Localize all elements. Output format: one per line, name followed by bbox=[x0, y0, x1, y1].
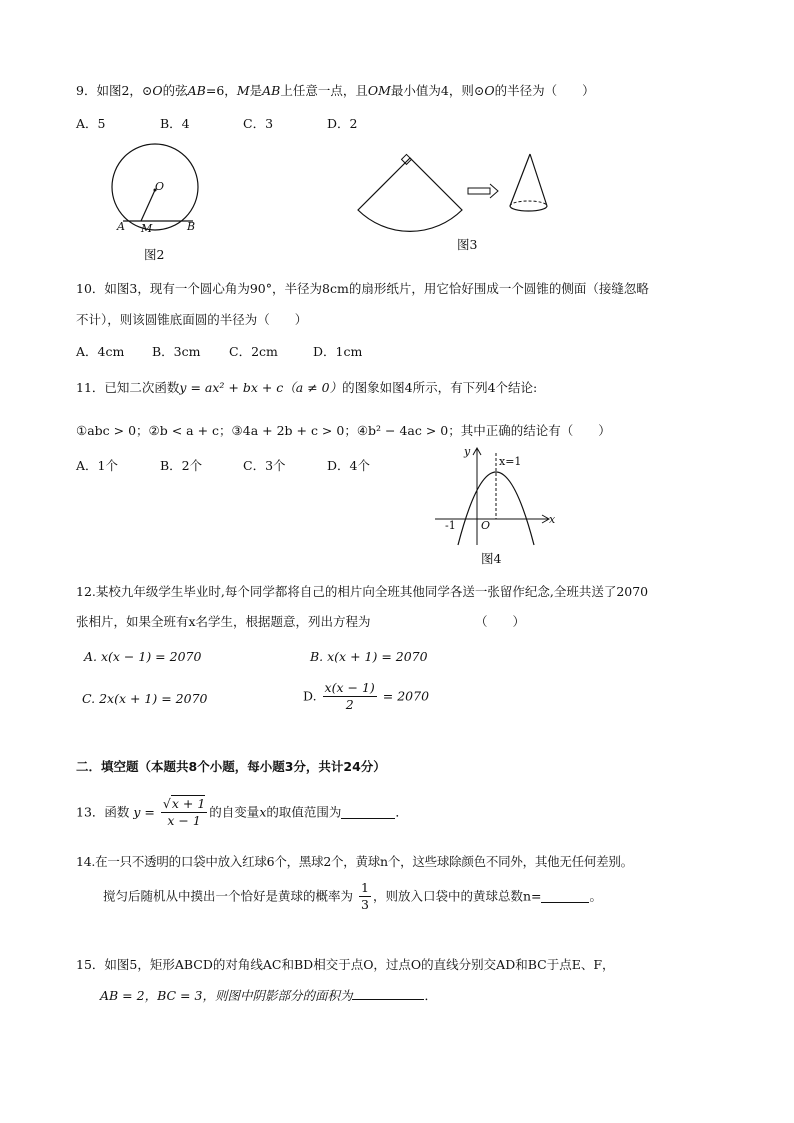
q13-text: 的自变量 bbox=[209, 804, 260, 820]
q9-text: 9．如图2，⊙ bbox=[76, 83, 153, 98]
q13-var: x bbox=[259, 804, 267, 820]
q11-stem bbox=[76, 379, 537, 397]
q15-text: AB = 2，BC = 3，则图中阴影部分的面积为 bbox=[100, 988, 353, 1003]
q10-stem-1: 10．如图3，现有一个圆心角为90°，半径为8cm的扇形纸片，用它恰好围成一个圆锥的侧面（接缝忽略 bbox=[76, 281, 649, 296]
q14-stem-1: 14.在一只不透明的口袋中放入红球6个，黑球2个，黄球n个，这些球除颜色不同外，其他无任何差别。 bbox=[76, 854, 633, 869]
fig4-label-minus1: -1 bbox=[445, 519, 456, 532]
q12-option-b[interactable]: B. x(x + 1) = 2070 bbox=[310, 649, 428, 664]
q9-var: O bbox=[484, 83, 495, 98]
q15-stem-1: 15．如图5，矩形ABCD的对角线AC和BD相交于点O，过点O的直线分别交AD和BC于点E、F， bbox=[76, 957, 615, 972]
q9-text: 最小值为4，则⊙ bbox=[390, 83, 485, 98]
q12-answer-paren: （ ） bbox=[475, 614, 526, 629]
q9-text: 是 bbox=[249, 83, 263, 98]
figure-3-sector-cone bbox=[355, 150, 555, 235]
q13-answer-blank[interactable] bbox=[341, 806, 395, 819]
q13-y: y = bbox=[133, 804, 155, 820]
q13-end: ． bbox=[395, 804, 408, 820]
q14-end: 。 bbox=[589, 888, 602, 904]
q14-text: ，则放入口袋中的黄球总数n= bbox=[372, 888, 542, 904]
fig4-label-origin: O bbox=[481, 519, 491, 532]
q11-option-c[interactable]: C．3个 bbox=[243, 458, 286, 473]
fig4-label-y: y bbox=[464, 445, 471, 458]
q9-text: 的弦 bbox=[162, 83, 188, 98]
q13-stem bbox=[76, 796, 408, 829]
q9-var: OM bbox=[367, 83, 391, 98]
figure-4-parabola bbox=[430, 445, 560, 550]
fig4-label-x: x bbox=[549, 513, 556, 526]
fig4-caption: 图4 bbox=[481, 551, 502, 566]
q11-text: 11．已知二次函数 bbox=[76, 380, 180, 395]
q15-stem-2 bbox=[100, 987, 437, 1005]
q12-stem-1: 12.某校九年级学生毕业时,每个同学都将自己的相片向全班其他同学各送一张留作纪念,全班共送了2070 bbox=[76, 584, 649, 599]
q14-stem-2 bbox=[103, 880, 602, 913]
q12-option-c[interactable]: C. 2x(x + 1) = 2070 bbox=[82, 691, 208, 706]
q9-var: AB bbox=[262, 83, 281, 98]
q13-text: 的取值范围为 bbox=[266, 804, 342, 820]
q9-stem bbox=[76, 82, 595, 100]
q12-option-a[interactable]: A. x(x − 1) = 2070 bbox=[84, 649, 202, 664]
q11-function: y = ax² + bx + c bbox=[179, 380, 284, 395]
q14-fraction bbox=[359, 880, 371, 913]
q9-option-d[interactable]: D．2 bbox=[327, 116, 358, 131]
q9-text: 的半径为（ ） bbox=[494, 83, 595, 98]
fig3-caption: 图3 bbox=[457, 237, 478, 252]
q9-var: O bbox=[152, 83, 163, 98]
fig2-label-b: B bbox=[187, 220, 196, 233]
fraction-denominator: 2 bbox=[345, 697, 354, 712]
q11-option-d[interactable]: D．4个 bbox=[327, 458, 370, 473]
q10-option-a[interactable]: A．4cm bbox=[76, 344, 125, 359]
q12-stem-2: 张相片，如果全班有x名学生，根据题意，列出方程为 bbox=[76, 614, 371, 629]
q13-text: 13．函数 bbox=[76, 804, 130, 820]
fig2-label-m: M bbox=[141, 222, 153, 235]
fraction-numerator: 1 bbox=[361, 880, 369, 895]
q12-d-rhs: = 2070 bbox=[382, 688, 430, 704]
q9-text: 上任意一点，且 bbox=[280, 83, 368, 98]
fraction-numerator: √x + 1 bbox=[162, 796, 206, 811]
q11-option-a[interactable]: A．1个 bbox=[76, 458, 118, 473]
fraction-numerator: x(x − 1) bbox=[324, 680, 375, 695]
fig2-label-a: A bbox=[117, 220, 125, 233]
q12-option-d[interactable] bbox=[303, 680, 429, 713]
q11-option-b[interactable]: B．2个 bbox=[160, 458, 203, 473]
q9-option-a[interactable]: A．5 bbox=[76, 116, 106, 131]
q10-option-d[interactable]: D．1cm bbox=[313, 344, 363, 359]
fig2-caption: 图2 bbox=[144, 247, 165, 262]
q11-text: 的图象如图4所示，有下列4个结论: bbox=[342, 380, 538, 395]
q10-stem-2: 不计），则该圆锥底面圆的半径为（ ） bbox=[76, 312, 308, 327]
fig2-label-o: O bbox=[155, 180, 165, 193]
sqrt-radicand: x + 1 bbox=[171, 796, 206, 811]
fig4-label-axis: x=1 bbox=[499, 455, 522, 468]
q12-d-prefix: D. bbox=[303, 688, 317, 704]
q15-end: ． bbox=[424, 988, 437, 1003]
q9-var: M bbox=[236, 83, 250, 98]
q9-var: AB bbox=[187, 83, 206, 98]
q10-option-c[interactable]: C．2cm bbox=[229, 344, 278, 359]
q15-answer-blank[interactable] bbox=[352, 987, 424, 1000]
q14-answer-blank[interactable] bbox=[541, 890, 589, 903]
q12-d-fraction bbox=[323, 680, 377, 713]
q14-text: 搅匀后随机从中摸出一个恰好是黄球的概率为 bbox=[103, 888, 354, 904]
fraction-denominator: x − 1 bbox=[167, 813, 201, 828]
fraction-denominator: 3 bbox=[361, 897, 369, 912]
q9-option-c[interactable]: C．3 bbox=[243, 116, 274, 131]
q10-option-b[interactable]: B．3cm bbox=[152, 344, 201, 359]
q9-option-b[interactable]: B．4 bbox=[160, 116, 190, 131]
q13-fraction bbox=[161, 796, 207, 829]
section-2-title: 二．填空题（本题共8个小题，每小题3分，共计24分） bbox=[76, 759, 386, 774]
q9-text: =6， bbox=[205, 83, 237, 98]
q11-statements: ①abc > 0；②b < a + c；③4a + 2b + c > 0；④b² − 4ac > 0；其中正确的结论有（ ） bbox=[76, 423, 611, 438]
q11-condition: （a ≠ 0） bbox=[283, 380, 343, 395]
